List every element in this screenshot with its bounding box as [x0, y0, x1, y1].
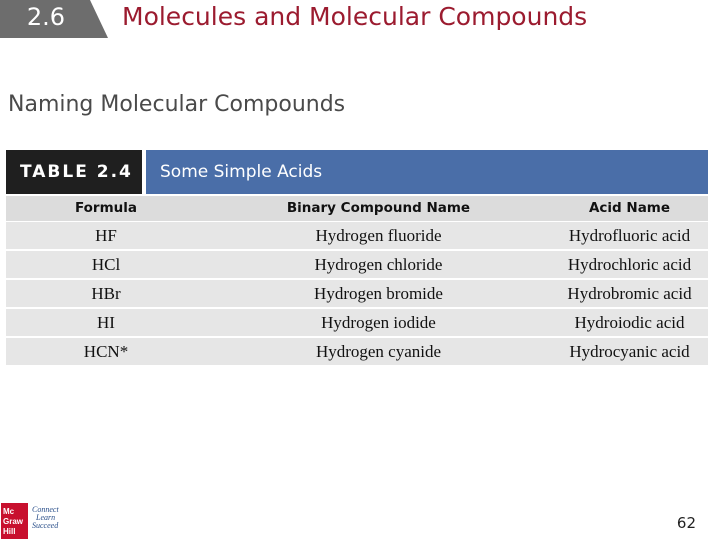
- binary-name-cell: Hydrogen iodide: [321, 313, 436, 332]
- formula-cell: HF: [95, 226, 117, 245]
- formula-cell: HCl: [91, 255, 121, 274]
- acid-name-cell: Hydrobromic acid: [567, 284, 692, 303]
- svg-text:Succeed: Succeed: [32, 521, 59, 530]
- logo-graphic: [0, 500, 80, 540]
- table-header: [6, 150, 708, 194]
- acid-name-cell: Hydrofluoric acid: [568, 226, 691, 245]
- svg-text:Graw: Graw: [3, 517, 24, 526]
- acid-name-cell: Hydroiodic acid: [574, 313, 685, 332]
- binary-name-cell: Hydrogen cyanide: [315, 342, 442, 361]
- table-row: [6, 222, 708, 249]
- table-column-headers: [6, 196, 708, 221]
- table-row: [6, 251, 708, 278]
- svg-text:Mc: Mc: [3, 507, 15, 516]
- binary-name-cell: Hydrogen fluoride: [315, 226, 442, 245]
- table-body: [6, 222, 708, 367]
- binary-name-cell: Hydrogen bromide: [314, 284, 443, 303]
- slide-title: Molecules and Molecular Compounds: [122, 2, 588, 31]
- formula-cell: HCN*: [83, 342, 129, 361]
- column-header-acid-name: Acid Name: [588, 200, 671, 216]
- table-row: [6, 309, 708, 336]
- column-header-formula: Formula: [74, 200, 138, 216]
- column-header-binary-name: Binary Compound Name: [286, 200, 471, 216]
- acid-name-cell: Hydrocyanic acid: [569, 342, 690, 361]
- svg-text:Hill: Hill: [3, 527, 16, 536]
- table-row: [6, 338, 708, 365]
- table-row: [6, 280, 708, 307]
- formula-cell: HBr: [91, 284, 121, 303]
- section-number: 2.6: [26, 3, 66, 31]
- acid-name-cell: Hydrochloric acid: [567, 255, 692, 274]
- binary-name-cell: Hydrogen chloride: [314, 255, 443, 274]
- formula-cell: HI: [97, 313, 115, 332]
- page-number: 62: [676, 514, 696, 532]
- mcgraw-hill-logo-icon: [0, 500, 80, 540]
- svg-text:Learn: Learn: [36, 513, 56, 522]
- slide-subtitle: Naming Molecular Compounds: [8, 92, 346, 117]
- section-tab: [0, 0, 108, 38]
- svg-text:Connect: Connect: [32, 505, 59, 514]
- table-label: TABLE 2.4: [6, 150, 142, 194]
- table-caption: Some Simple Acids: [146, 150, 708, 194]
